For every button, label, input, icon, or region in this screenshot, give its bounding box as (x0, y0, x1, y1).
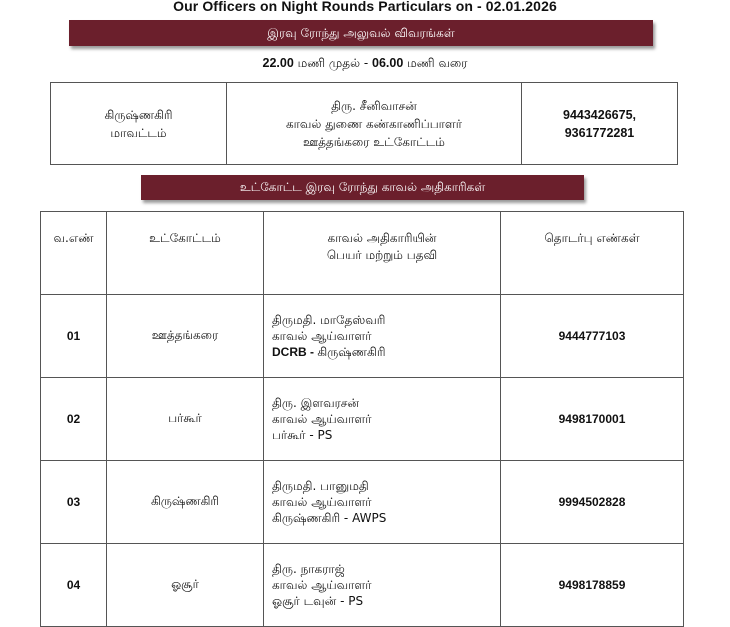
district-line1: கிருஷ்ணகிரி (104, 107, 173, 122)
from-text: மணி முதல் - (297, 56, 369, 70)
station-place: கிருஷ்ணகிரி (317, 345, 386, 359)
station-sep: - (306, 345, 318, 359)
officer-designation: காவல் ஆய்வாளர் (272, 578, 372, 592)
dsp-phone-cell (521, 82, 678, 165)
officers-table (40, 211, 684, 627)
row-phone: 9444777103 (501, 295, 684, 378)
to-text: மணி வரை (407, 56, 468, 70)
officer-name: திருமதி. பானுமதி (272, 479, 369, 493)
table-header-row (41, 212, 684, 295)
header-officer-line1: காவல் அதிகாரியின் (327, 231, 437, 245)
row-no: 01 (41, 295, 107, 378)
subdivision-officers-banner: உட்கோட்ட இரவு ரோந்து காவல் அதிகாரிகள் (141, 175, 584, 200)
row-subdivision: ஊத்தங்கரை (107, 295, 264, 378)
dsp-officer-cell (226, 82, 522, 165)
officer-station: கிருஷ்ணகிரி - AWPS (272, 511, 387, 525)
row-subdivision: பர்கூர் (107, 378, 264, 461)
row-officer (264, 378, 501, 461)
row-phone: 9994502828 (501, 461, 684, 544)
table-row (41, 461, 684, 544)
table-row (41, 544, 684, 627)
officer-station: பர்கூர் - PS (272, 428, 333, 442)
dsp-subdivision: ஊத்தங்கரை உட்கோட்டம் (303, 134, 445, 149)
row-phone: 9498170001 (501, 378, 684, 461)
header-officer (264, 212, 501, 295)
to-time: 06.00 (372, 56, 404, 70)
row-officer (264, 295, 501, 378)
from-time: 22.00 (262, 56, 294, 70)
header-phone: தொடர்பு எண்கள் (501, 212, 684, 295)
header-no: வ.எண் (41, 212, 107, 295)
dsp-name: திரு. சீனிவாசன் (331, 98, 417, 113)
officer-name: திரு. நாகராஜ் (272, 562, 345, 576)
row-officer (264, 461, 501, 544)
officer-name: திருமதி. மாதேஸ்வரி (272, 313, 386, 327)
timing-line (0, 53, 730, 73)
officer-designation: காவல் ஆய்வாளர் (272, 495, 372, 509)
table-row (41, 378, 684, 461)
district-line2: மாவட்டம் (110, 125, 167, 140)
page-title: Our Officers on Night Rounds Particulars on - 02.01.2026 (173, 0, 557, 14)
row-officer (264, 544, 501, 627)
dsp-phone1: 9443426675, (563, 107, 636, 122)
dsp-phone2: 9361772281 (564, 125, 635, 140)
header-subdivision: உட்கோட்டம் (107, 212, 264, 295)
row-phone: 9498178859 (501, 544, 684, 627)
officer-station (272, 344, 500, 360)
officer-name: திரு. இளவரசன் (272, 396, 360, 410)
header-officer-line2: பெயர் மற்றும் பதவி (326, 248, 438, 262)
row-no: 02 (41, 378, 107, 461)
night-rounds-banner: இரவு ரோந்து அலுவல் விவரங்கள் (69, 20, 653, 46)
table-row (41, 295, 684, 378)
station-code: DCRB (272, 345, 307, 359)
officer-designation: காவல் ஆய்வாளர் (272, 329, 372, 343)
dsp-designation: காவல் துணை கண்காணிப்பாளர் (285, 116, 462, 131)
row-subdivision: கிருஷ்ணகிரி (107, 461, 264, 544)
row-subdivision: ஓசூர் (107, 544, 264, 627)
district-cell (50, 82, 227, 165)
row-no: 04 (41, 544, 107, 627)
officer-designation: காவல் ஆய்வாளர் (272, 412, 372, 426)
row-no: 03 (41, 461, 107, 544)
officer-station: ஓசூர் டவுன் - PS (272, 594, 364, 608)
